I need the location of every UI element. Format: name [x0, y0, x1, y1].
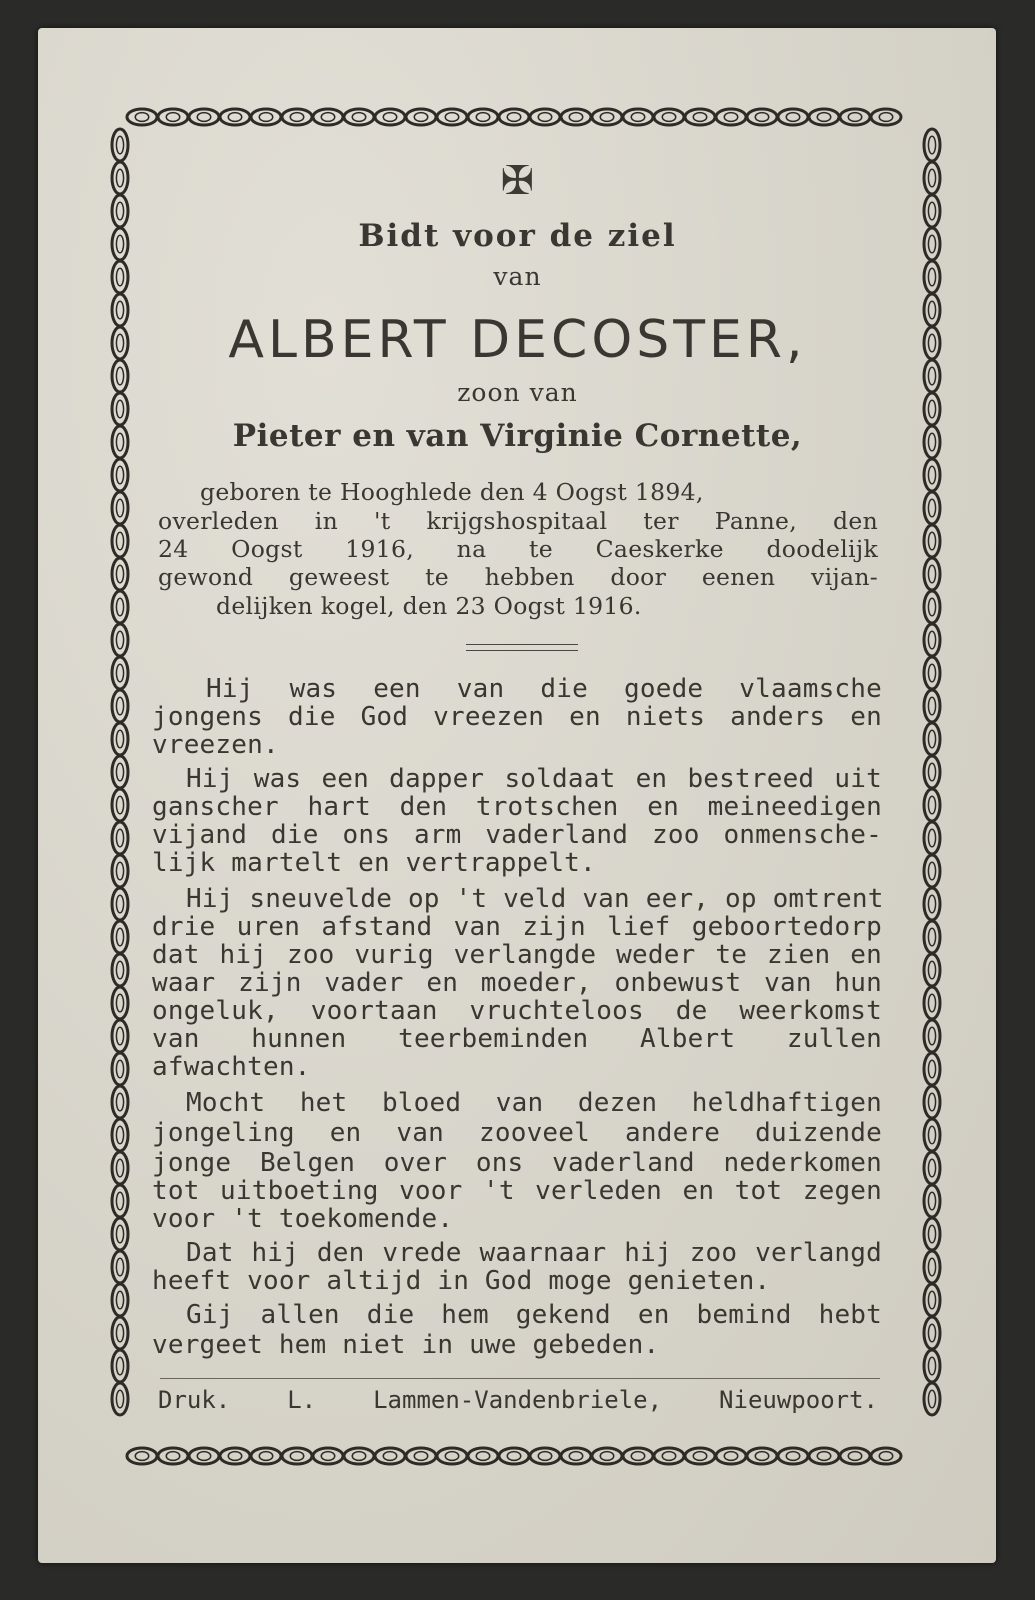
paragraph-line: ganscher hart den trotschen en meineedigen	[152, 792, 882, 822]
paragraph-line: drie uren afstand van zijn lief geboortedorp	[152, 912, 882, 942]
paragraph-line: vergeet hem niet in uwe gebeden.	[152, 1330, 660, 1360]
paragraph-line: Hij sneuvelde op 't veld van eer, op omtrent	[186, 884, 884, 914]
bio-line: gewond geweest te hebben door eenen vijan-	[158, 563, 878, 591]
paragraph-line: jonge Belgen over ons vaderland nederkomen	[152, 1148, 882, 1178]
paragraph-line: Hij was een dapper soldaat en bestreed uit	[186, 764, 882, 794]
paragraph-line: vreezen.	[152, 730, 279, 760]
bio-line: geboren te Hooghlede den 4 Oogst 1894,	[200, 478, 704, 506]
bio-line: overleden in 't krijgshospitaal ter Panne, den	[158, 507, 878, 535]
paragraph-line: van hunnen teerbeminden Albert zullen	[152, 1024, 882, 1054]
paragraph-line: Dat hij den vrede waarnaar hij zoo verlangd	[186, 1238, 882, 1268]
parents-names: Pieter en van Virginie Cornette,	[232, 418, 803, 454]
paragraph-line: Gij allen die hem gekend en bemind hebt	[186, 1300, 882, 1330]
paragraph-line: voor 't toekomende.	[152, 1204, 454, 1234]
paragraph-line: dat hij zoo vurig verlangde weder te zien en	[152, 940, 882, 970]
footer-rule	[160, 1378, 880, 1379]
van-label: van	[493, 262, 542, 291]
paragraph-line: lijk martelt en vertrappelt.	[152, 848, 596, 878]
paragraph-line: jongeling en van zooveel andere duizende	[152, 1118, 882, 1148]
deceased-name: ALBERT DECOSTER,	[228, 310, 807, 370]
paragraph-line: vijand die ons arm vaderland zoo onmensche-	[152, 820, 882, 850]
paragraph-line: tot uitboeting voor 't verleden en tot zegen	[152, 1176, 882, 1206]
bio-line: delijken kogel, den 23 Oogst 1916.	[216, 592, 642, 620]
invocation-heading: Bidt voor de ziel	[358, 218, 677, 254]
paragraph-line: jongens die God vreezen en niets anders en	[152, 702, 882, 732]
cross-icon: ✠	[500, 158, 535, 204]
paragraph-line: ongeluk, voortaan vruchteloos de weerkomst	[152, 996, 882, 1026]
printer-credit: Druk. L. Lammen-Vandenbriele, Nieuwpoort.	[158, 1386, 878, 1414]
paragraph-line: Mocht het bloed van dezen heldhaftigen	[186, 1088, 882, 1118]
paragraph-line: Hij was een van die goede vlaamsche	[206, 674, 882, 704]
divider-rule	[466, 650, 578, 651]
bio-line: 24 Oogst 1916, na te Caeskerke doodelijk	[158, 535, 878, 563]
paragraph-line: heeft voor altijd in God moge genieten.	[152, 1266, 771, 1296]
son-of-label: zoon van	[457, 378, 578, 407]
divider-rule	[466, 644, 578, 645]
paragraph-line: waar zijn vader en moeder, onbewust van hun	[152, 968, 882, 998]
paragraph-line: afwachten.	[152, 1052, 311, 1082]
